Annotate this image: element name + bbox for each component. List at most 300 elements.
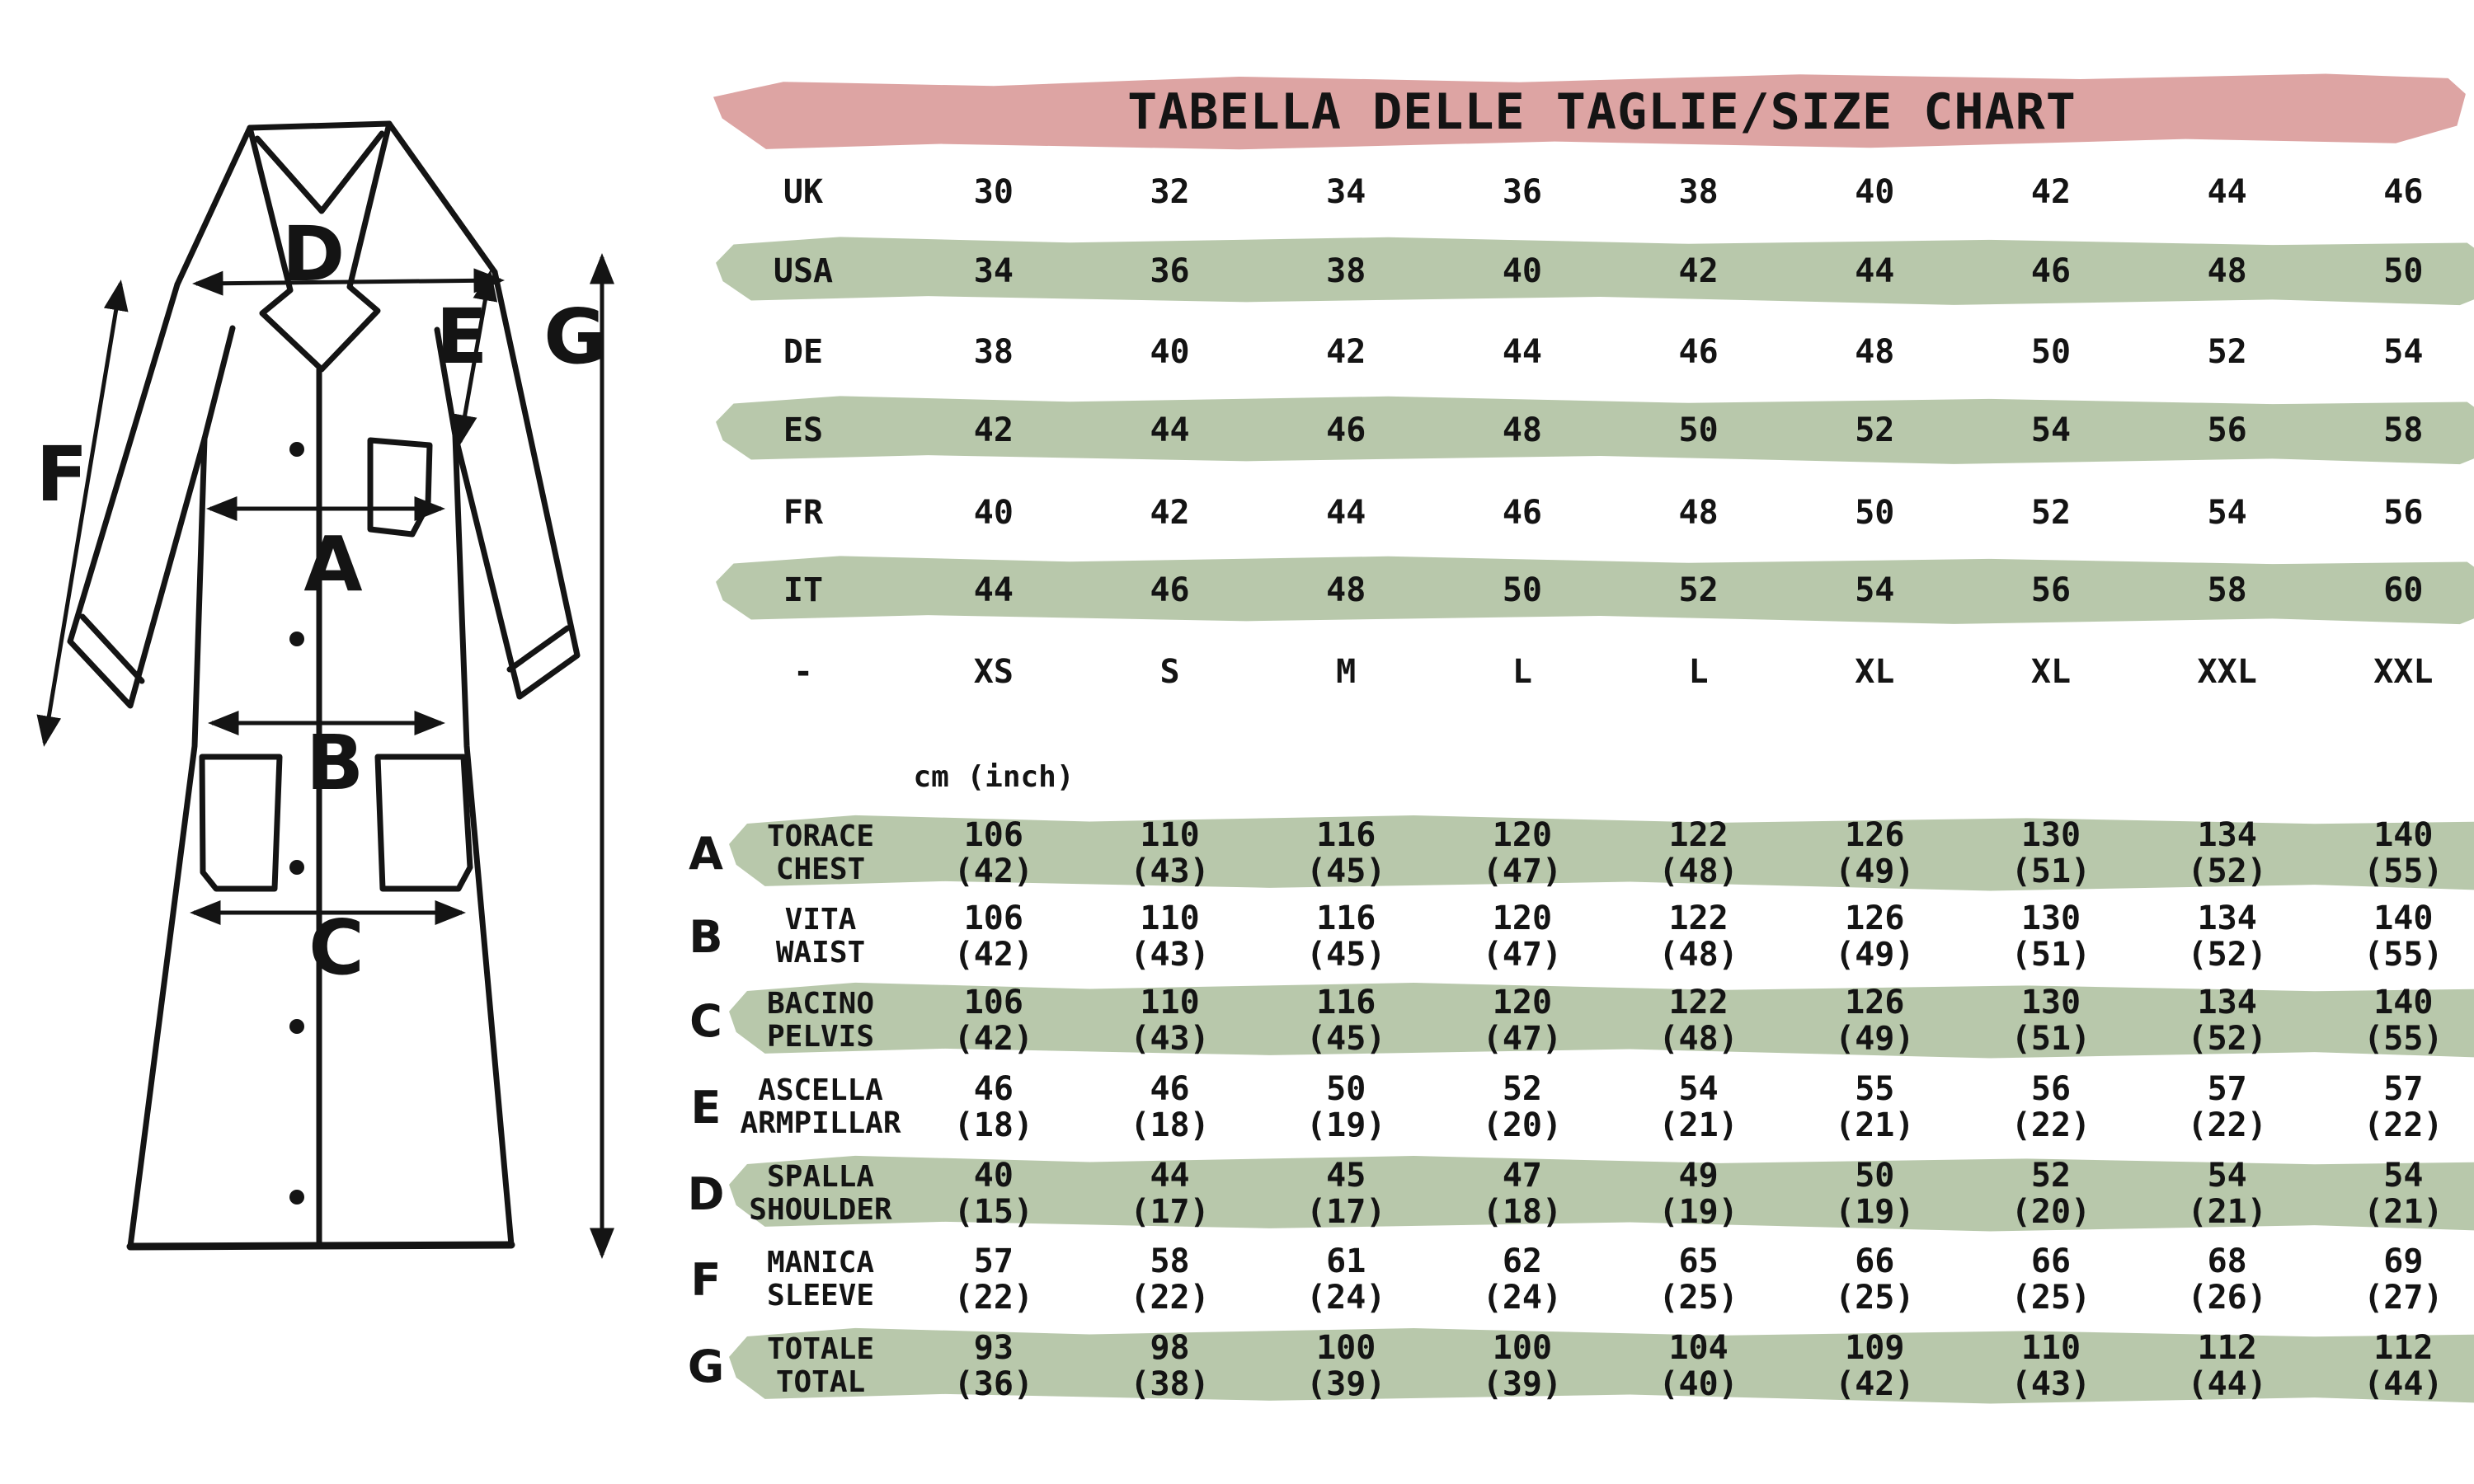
measure-value-cm: 57: [2383, 1070, 2424, 1108]
button: [289, 442, 304, 457]
measure-value-cm: 110: [2020, 1329, 2081, 1367]
measure-value-cm: 57: [2207, 1070, 2247, 1108]
measure-value: [2139, 1243, 2316, 1316]
measure-value-inch: (21): [1835, 1106, 1915, 1144]
measure-label: [736, 1247, 905, 1313]
measure-label-en: SLEEVE: [766, 1279, 875, 1313]
size-value: 46: [2383, 173, 2424, 211]
size-value: 58: [2207, 571, 2247, 609]
measure-letter: B: [689, 910, 723, 963]
size-value: 38: [1678, 173, 1719, 211]
measure-value-cm: 106: [963, 816, 1023, 854]
measure-value-inch: (45): [1306, 852, 1386, 890]
measure-value-cm: 126: [1845, 816, 1905, 854]
button: [289, 1019, 304, 1034]
measure-value-cm: 98: [1150, 1329, 1190, 1367]
diagram-label-g: G: [543, 293, 606, 381]
measurement-row: [676, 1238, 2474, 1321]
size-value: 56: [2383, 494, 2424, 532]
size-value: XXL: [2197, 653, 2257, 691]
measure-value-cm: 104: [1668, 1329, 1729, 1367]
size-value: 52: [1855, 411, 1895, 449]
measure-value-inch: (19): [1306, 1106, 1386, 1144]
right-shoulder: [389, 124, 495, 272]
measure-value-inch: (18): [1482, 1193, 1563, 1231]
measure-value-cm: 110: [1140, 984, 1200, 1021]
measure-value: [1258, 1158, 1434, 1230]
measure-value-cm: 45: [1326, 1157, 1366, 1195]
size-value: 52: [1678, 571, 1719, 609]
page-title: TABELLA DELLE TAGLIE/SIZE CHART: [1127, 83, 2077, 141]
measure-value: [1963, 984, 2139, 1057]
diagram-label-c: C: [308, 904, 365, 992]
measure-value: [1786, 1071, 1963, 1144]
size-value: 54: [2383, 333, 2424, 371]
measure-value: [2316, 1243, 2474, 1316]
button: [289, 860, 304, 875]
measure-value: [1611, 1243, 1787, 1316]
size-value: 50: [1855, 494, 1895, 532]
measure-value-cm: 69: [2383, 1242, 2424, 1280]
measure-value-inch: (40): [1658, 1365, 1738, 1403]
table-row: [701, 553, 2474, 627]
measure-value-inch: (43): [1130, 1020, 1210, 1058]
size-value: 46: [2030, 252, 2072, 290]
row-label: -: [793, 653, 814, 691]
size-value: 52: [2207, 333, 2247, 371]
measure-value: [2139, 1158, 2316, 1230]
measure-value-cm: 52: [1502, 1070, 1542, 1108]
measure-value-cm: 126: [1845, 984, 1905, 1021]
measure-value-cm: 120: [1492, 816, 1553, 854]
measure-value-inch: (15): [953, 1193, 1033, 1231]
measure-letter: D: [687, 1167, 725, 1220]
measure-value-cm: 66: [1855, 1242, 1895, 1280]
size-value: 42: [1150, 494, 1190, 532]
arrow-d-shoulder: [196, 280, 501, 284]
measure-value-cm: 116: [1316, 816, 1376, 854]
measure-value: [1786, 1243, 1963, 1316]
measure-value-cm: 68: [2207, 1242, 2247, 1280]
measure-value-inch: (20): [2011, 1193, 2091, 1231]
measure-value-inch: (36): [953, 1365, 1033, 1403]
measure-value: [905, 984, 1082, 1057]
measure-label: [736, 1161, 905, 1227]
size-value: 42: [2030, 173, 2072, 211]
size-value: 38: [1326, 252, 1366, 290]
size-value: 40: [1150, 333, 1190, 371]
measure-value-cm: 58: [1150, 1242, 1190, 1280]
size-value: 46: [1502, 494, 1542, 532]
measure-value-inch: (24): [1306, 1279, 1386, 1317]
measure-value-inch: (49): [1835, 852, 1915, 890]
size-value: 50: [2030, 333, 2072, 371]
measure-value: [2139, 1071, 2316, 1144]
measure-value-inch: (42): [953, 936, 1033, 974]
size-value: 38: [973, 333, 1014, 371]
measure-value-inch: (47): [1482, 1020, 1563, 1058]
size-value: 48: [2207, 252, 2247, 290]
measure-value-cm: 100: [1492, 1329, 1553, 1367]
measure-value: [1786, 1158, 1963, 1230]
table-row: [701, 155, 2474, 229]
diagram-label-f: F: [35, 430, 88, 519]
measure-value: [1611, 1330, 1787, 1402]
measure-value-inch: (44): [2187, 1365, 2267, 1403]
measure-label: [736, 1074, 905, 1140]
measure-value-cm: 116: [1316, 899, 1376, 937]
measure-label-it: TORACE: [766, 819, 875, 853]
size-value: 40: [973, 494, 1014, 532]
size-value: 44: [1855, 252, 1895, 290]
diagram-label-b: B: [305, 719, 365, 807]
left-cuff-line: [82, 617, 142, 681]
size-value: 48: [1326, 571, 1366, 609]
measure-value-cm: 65: [1678, 1242, 1719, 1280]
table-row: [701, 476, 2474, 550]
measure-label-en: TOTAL: [775, 1365, 866, 1399]
size-value: 30: [973, 173, 1014, 211]
size-value: L: [1512, 653, 1532, 691]
row-label: IT: [783, 571, 824, 609]
measure-value-inch: (22): [953, 1279, 1033, 1317]
measure-value: [1963, 1243, 2139, 1316]
measure-value-inch: (39): [1482, 1365, 1563, 1403]
measure-value-cm: 100: [1316, 1329, 1376, 1367]
garment-diagram: [0, 0, 701, 1484]
measurement-row: [676, 979, 2474, 1062]
size-value: 40: [1502, 252, 1542, 290]
measure-label-it: TOTALE: [766, 1332, 875, 1366]
measure-value-inch: (55): [2363, 936, 2443, 974]
measure-value-cm: 46: [973, 1070, 1014, 1108]
measure-value: [1786, 817, 1963, 890]
neck-seam: [257, 134, 382, 211]
measure-value: [2316, 817, 2474, 890]
size-value: 54: [2030, 411, 2072, 449]
measure-value-cm: 47: [1502, 1157, 1542, 1195]
row-label: USA: [773, 252, 834, 290]
measure-value-cm: 110: [1140, 899, 1200, 937]
measure-value-inch: (43): [2011, 1365, 2091, 1403]
measure-value-cm: 130: [2020, 816, 2081, 854]
measure-value-cm: 116: [1316, 984, 1376, 1021]
left-body-edge: [130, 439, 205, 1247]
size-value: 46: [1326, 411, 1366, 449]
measure-value-cm: 130: [2020, 899, 2081, 937]
row-label: UK: [783, 173, 824, 211]
chest-pocket: [370, 440, 430, 534]
measure-value-cm: 61: [1326, 1242, 1366, 1280]
measure-value-cm: 44: [1150, 1157, 1190, 1195]
measure-label-en: PELVIS: [766, 1020, 875, 1054]
measure-value: [905, 900, 1082, 973]
measure-value-cm: 46: [1150, 1070, 1190, 1108]
measure-value-inch: (18): [1130, 1106, 1210, 1144]
diagram-label-d: D: [281, 210, 346, 298]
size-value: 44: [2207, 173, 2247, 211]
button: [289, 632, 304, 646]
row-label: FR: [783, 494, 824, 532]
measure-value: [2139, 984, 2316, 1057]
measure-value: [1963, 1330, 2139, 1402]
measure-label-it: ASCELLA: [758, 1073, 883, 1107]
measure-value-cm: 54: [2383, 1157, 2424, 1195]
measure-value-inch: (38): [1130, 1365, 1210, 1403]
size-value: 34: [1326, 173, 1366, 211]
measure-value-inch: (52): [2187, 936, 2267, 974]
measure-value-inch: (49): [1835, 1020, 1915, 1058]
measure-value-inch: (48): [1658, 936, 1738, 974]
measure-value-inch: (21): [1658, 1106, 1738, 1144]
left-lower-pocket: [202, 757, 280, 889]
measure-value-cm: 55: [1855, 1070, 1895, 1108]
measure-value-inch: (17): [1306, 1193, 1386, 1231]
measure-value-cm: 130: [2020, 984, 2081, 1021]
measurement-row: [676, 1325, 2474, 1407]
measure-value-cm: 112: [2197, 1329, 2257, 1367]
collar-back-line: [250, 124, 389, 128]
size-value: 50: [2383, 252, 2424, 290]
measure-value: [1434, 1071, 1611, 1144]
measure-value: [1434, 900, 1611, 973]
measure-value-cm: 122: [1668, 984, 1729, 1021]
size-value: 34: [973, 252, 1014, 290]
measure-value-cm: 66: [2030, 1242, 2072, 1280]
measure-value-cm: 54: [2207, 1157, 2247, 1195]
measure-value-inch: (19): [1835, 1193, 1915, 1231]
size-value: 36: [1150, 252, 1190, 290]
chart-title-block: [713, 73, 2466, 152]
measure-value: [1082, 900, 1258, 973]
measure-value-cm: 106: [963, 984, 1023, 1021]
measure-value-inch: (22): [2011, 1106, 2091, 1144]
measure-value: [2316, 1158, 2474, 1230]
measure-value-inch: (43): [1130, 936, 1210, 974]
measure-label-it: SPALLA: [766, 1160, 875, 1194]
size-value: 52: [2030, 494, 2072, 532]
diagram-label-a: A: [303, 520, 363, 608]
size-value: 44: [1150, 411, 1190, 449]
table-row: [701, 393, 2474, 467]
diagram-label-e: E: [435, 293, 488, 381]
size-value: 42: [1326, 333, 1366, 371]
measure-value-inch: (24): [1482, 1279, 1563, 1317]
size-value: 56: [2207, 411, 2247, 449]
measure-letter: C: [689, 994, 722, 1047]
measure-value-cm: 134: [2197, 899, 2257, 937]
measure-value: [2139, 817, 2316, 890]
measure-value-inch: (25): [2011, 1279, 2091, 1317]
table-row: [701, 635, 2474, 709]
size-value: S: [1159, 653, 1180, 691]
size-value: 50: [1502, 571, 1542, 609]
measure-value: [1434, 1158, 1611, 1230]
measure-value: [2139, 1330, 2316, 1402]
measure-value-inch: (17): [1130, 1193, 1210, 1231]
measure-value-cm: 140: [2373, 816, 2434, 854]
measure-value: [1082, 1158, 1258, 1230]
measure-letter: G: [687, 1340, 725, 1392]
measure-value-cm: 122: [1668, 899, 1729, 937]
size-value: 56: [2030, 571, 2072, 609]
measure-value-inch: (49): [1835, 936, 1915, 974]
measure-value: [1963, 900, 2139, 973]
measure-letter: F: [690, 1253, 722, 1306]
measure-label-it: BACINO: [766, 987, 875, 1021]
measure-value-cm: 140: [2373, 984, 2434, 1021]
size-value: 46: [1678, 333, 1719, 371]
measure-value-inch: (21): [2187, 1193, 2267, 1231]
measure-label-en: WAIST: [775, 936, 866, 970]
measure-value-inch: (51): [2011, 852, 2091, 890]
left-sleeve: [70, 284, 205, 706]
measure-value: [905, 1330, 1082, 1402]
measure-value: [2139, 900, 2316, 973]
measure-value-cm: 49: [1678, 1157, 1719, 1195]
measure-value: [2316, 1071, 2474, 1144]
measure-value: [1786, 984, 1963, 1057]
measure-value-cm: 52: [2030, 1157, 2072, 1195]
measure-label-en: ARMPILLAR: [740, 1106, 901, 1140]
measure-value: [1258, 817, 1434, 890]
size-value: 40: [1855, 173, 1895, 211]
measure-value-inch: (22): [2363, 1106, 2443, 1144]
measure-label: [736, 904, 905, 970]
row-label: ES: [783, 411, 824, 449]
measure-value-inch: (20): [1482, 1106, 1563, 1144]
measure-value-cm: 40: [973, 1157, 1014, 1195]
right-lower-pocket: [378, 757, 470, 889]
measure-value: [905, 1158, 1082, 1230]
size-value: M: [1336, 653, 1357, 691]
measure-value: [1258, 1243, 1434, 1316]
measure-value-inch: (52): [2187, 1020, 2267, 1058]
measure-value-inch: (45): [1306, 936, 1386, 974]
measure-value-inch: (22): [2187, 1106, 2267, 1144]
measure-value: [1082, 1243, 1258, 1316]
measure-label: [736, 1333, 905, 1399]
measure-value-cm: 126: [1845, 899, 1905, 937]
size-value: 50: [1678, 411, 1719, 449]
measure-value-inch: (48): [1658, 1020, 1738, 1058]
measure-value: [1786, 1330, 1963, 1402]
table-row: [701, 234, 2474, 308]
measure-value-inch: (18): [953, 1106, 1033, 1144]
measure-value: [905, 817, 1082, 890]
measure-value-cm: 140: [2373, 899, 2434, 937]
measure-letter: A: [689, 827, 723, 880]
measure-value-cm: 56: [2030, 1070, 2072, 1108]
size-value: 54: [2207, 494, 2247, 532]
measure-letter: E: [690, 1081, 722, 1134]
measure-value-inch: (52): [2187, 852, 2267, 890]
measure-value: [1258, 1330, 1434, 1402]
measure-value-inch: (51): [2011, 936, 2091, 974]
measure-value: [1611, 1071, 1787, 1144]
measure-value-cm: 120: [1492, 984, 1553, 1021]
measure-label-en: CHEST: [775, 852, 866, 886]
measure-value-cm: 50: [1326, 1070, 1366, 1108]
size-value: 44: [973, 571, 1014, 609]
measure-value: [2316, 1330, 2474, 1402]
measure-value-cm: 112: [2373, 1329, 2434, 1367]
measure-value-inch: (39): [1306, 1365, 1386, 1403]
size-value: 32: [1150, 173, 1190, 211]
measure-value-inch: (25): [1658, 1279, 1738, 1317]
size-value: L: [1688, 653, 1709, 691]
size-value: 44: [1326, 494, 1366, 532]
measure-value: [905, 1071, 1082, 1144]
measure-value: [905, 1243, 1082, 1316]
measure-value-inch: (19): [1658, 1193, 1738, 1231]
measure-value: [1963, 1071, 2139, 1144]
units-note: cm (inch): [913, 760, 1075, 794]
measure-value: [1786, 900, 1963, 973]
measure-value: [1611, 1158, 1787, 1230]
measure-value-cm: 134: [2197, 984, 2257, 1021]
measure-value-cm: 62: [1502, 1242, 1542, 1280]
size-value: XL: [2030, 653, 2072, 691]
measure-value-cm: 110: [1140, 816, 1200, 854]
measure-value-cm: 54: [1678, 1070, 1719, 1108]
size-value: 54: [1855, 571, 1895, 609]
left-armhole: [205, 328, 233, 439]
size-value: XS: [973, 653, 1014, 691]
row-label: DE: [783, 333, 824, 371]
measure-value-cm: 57: [973, 1242, 1014, 1280]
measure-value-inch: (47): [1482, 936, 1563, 974]
measure-value: [2316, 900, 2474, 973]
measure-value-inch: (26): [2187, 1279, 2267, 1317]
measure-value-inch: (44): [2363, 1365, 2443, 1403]
measurement-row: [676, 812, 2474, 895]
measure-value: [1082, 1330, 1258, 1402]
size-value: 48: [1855, 333, 1895, 371]
measure-value-inch: (48): [1658, 852, 1738, 890]
measure-value-inch: (42): [953, 852, 1033, 890]
measure-value: [1434, 984, 1611, 1057]
measure-value-cm: 134: [2197, 816, 2257, 854]
measure-value-inch: (27): [2363, 1279, 2443, 1317]
measure-value: [1082, 984, 1258, 1057]
size-value: 42: [973, 411, 1014, 449]
measure-value-inch: (22): [1130, 1279, 1210, 1317]
measure-value-inch: (45): [1306, 1020, 1386, 1058]
size-value: 46: [1150, 571, 1190, 609]
measure-value: [1611, 817, 1787, 890]
measure-value-inch: (51): [2011, 1020, 2091, 1058]
size-value: 60: [2383, 571, 2424, 609]
measure-label: [736, 988, 905, 1054]
measure-value-inch: (47): [1482, 852, 1563, 890]
size-value: 58: [2383, 411, 2424, 449]
size-value: 48: [1502, 411, 1542, 449]
measure-value-inch: (43): [1130, 852, 1210, 890]
measure-value: [1258, 900, 1434, 973]
measure-label: [736, 820, 905, 886]
size-value: 42: [1678, 252, 1719, 290]
measure-value: [1963, 817, 2139, 890]
measure-value: [1082, 1071, 1258, 1144]
measure-value-inch: (55): [2363, 852, 2443, 890]
measure-value-inch: (25): [1835, 1279, 1915, 1317]
measure-value-inch: (21): [2363, 1193, 2443, 1231]
measure-value: [1434, 1243, 1611, 1316]
measurement-row: [676, 1153, 2474, 1235]
measure-value: [1611, 984, 1787, 1057]
measure-value: [2316, 984, 2474, 1057]
